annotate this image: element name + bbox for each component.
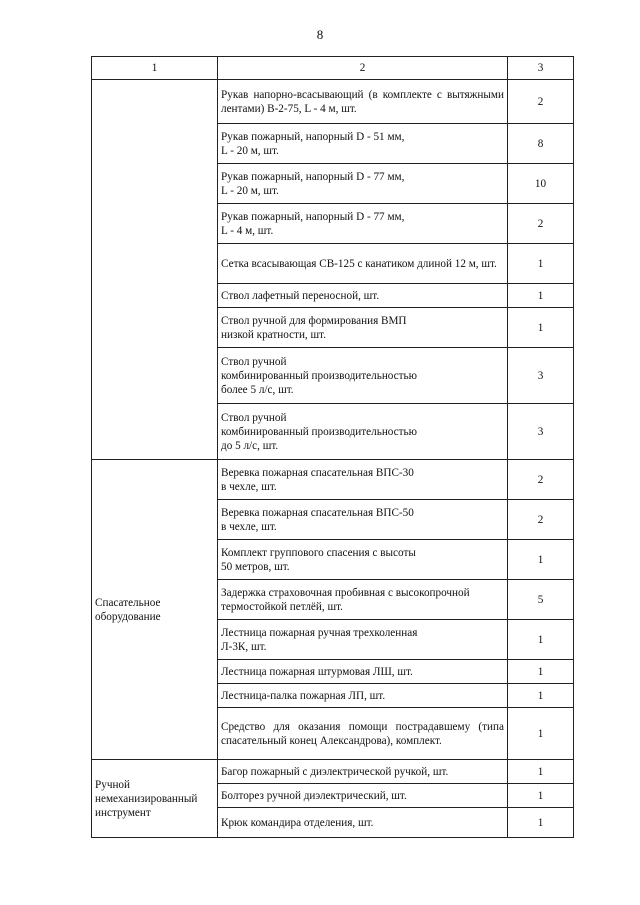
- item-cell: [218, 244, 508, 284]
- item-cell: [218, 348, 508, 404]
- item-text: Сетка всасывающая СВ-125 с канатиком длиной 12 м, шт.: [221, 257, 497, 270]
- header-row: [92, 57, 574, 80]
- category-cell: [92, 80, 218, 460]
- category-cell: Спасательное оборудование: [92, 460, 218, 760]
- qty-cell: 1: [508, 684, 574, 708]
- table-row: [92, 80, 574, 124]
- category-cell: Ручной немеханизированный инструмент: [92, 760, 218, 838]
- qty-cell: 2: [508, 204, 574, 244]
- qty-cell: 1: [508, 540, 574, 580]
- qty-cell: 1: [508, 244, 574, 284]
- item-text: Багор пожарный с диэлектрической ручкой, шт.: [221, 765, 449, 778]
- qty-cell: 5: [508, 580, 574, 620]
- item-cell: [218, 460, 508, 500]
- item-cell: [218, 204, 508, 244]
- qty-cell: 1: [508, 620, 574, 660]
- qty-cell: 1: [508, 308, 574, 348]
- qty-cell: 1: [508, 784, 574, 808]
- item-text: Ствол ручной комбинированный производительностью до 5 л/с, шт.: [221, 411, 417, 452]
- item-cell: [218, 760, 508, 784]
- qty-cell: 3: [508, 404, 574, 460]
- item-text: Лестница пожарная ручная трехколенная Л-3К, шт.: [221, 626, 418, 653]
- item-text: Рукав пожарный, напорный D - 77 мм, L - 20 м, шт.: [221, 170, 405, 197]
- item-cell: [218, 808, 508, 838]
- item-text: Ствол ручной для формирования ВМП низкой кратности, шт.: [221, 314, 407, 341]
- item-text: Задержка страховочная пробивная с высокопрочной термостойкой петлёй, шт.: [221, 586, 470, 613]
- item-text: Лестница-палка пожарная ЛП, шт.: [221, 689, 386, 702]
- qty-cell: 10: [508, 164, 574, 204]
- equipment-table: [91, 56, 574, 838]
- item-cell: [218, 308, 508, 348]
- qty-cell: 1: [508, 760, 574, 784]
- qty-cell: 3: [508, 348, 574, 404]
- qty-cell: 8: [508, 124, 574, 164]
- page-number: 8: [316, 27, 324, 42]
- qty-cell: 1: [508, 284, 574, 308]
- item-cell: [218, 784, 508, 808]
- header-cell-1: 1: [92, 57, 218, 80]
- item-text: Рукав напорно-всасывающий (в комплекте с вытяжными лентами) В-2-75, L - 4 м, шт.: [221, 88, 504, 115]
- item-cell: [218, 500, 508, 540]
- item-cell: [218, 708, 508, 760]
- table-row: [92, 460, 574, 500]
- table-row: [92, 760, 574, 784]
- item-cell: [218, 660, 508, 684]
- qty-cell: 1: [508, 660, 574, 684]
- qty-cell: 2: [508, 500, 574, 540]
- header-cell-3: 3: [508, 57, 574, 80]
- item-text: Лестница пожарная штурмовая ЛШ, шт.: [221, 665, 413, 678]
- item-text: Болторез ручной диэлектрический, шт.: [221, 789, 407, 802]
- item-text: Средство для оказания помощи пострадавшему (типа спасательный конец Александрова), комплект.: [221, 720, 504, 747]
- header-cell-2: 2: [218, 57, 508, 80]
- item-text: Ствол ручной комбинированный производительностью более 5 л/с, шт.: [221, 355, 417, 396]
- qty-cell: 2: [508, 460, 574, 500]
- item-cell: [218, 620, 508, 660]
- item-cell: [218, 540, 508, 580]
- item-cell: [218, 684, 508, 708]
- item-text: Ствол лафетный переносной, шт.: [221, 289, 380, 302]
- item-cell: [218, 124, 508, 164]
- item-text: Рукав пожарный, напорный D - 77 мм, L - 4 м, шт.: [221, 210, 405, 237]
- item-cell: [218, 80, 508, 124]
- item-text: Веревка пожарная спасательная ВПС-30 в чехле, шт.: [221, 466, 414, 493]
- qty-cell: 1: [508, 808, 574, 838]
- item-cell: [218, 284, 508, 308]
- qty-cell: 1: [508, 708, 574, 760]
- qty-cell: 2: [508, 80, 574, 124]
- item-text: Веревка пожарная спасательная ВПС-50 в чехле, шт.: [221, 506, 414, 533]
- item-text: Крюк командира отделения, шт.: [221, 816, 374, 829]
- item-cell: [218, 580, 508, 620]
- item-text: Рукав пожарный, напорный D - 51 мм, L - 20 м, шт.: [221, 130, 405, 157]
- item-cell: [218, 404, 508, 460]
- item-cell: [218, 164, 508, 204]
- item-text: Комплект группового спасения с высоты 50 метров, шт.: [221, 546, 416, 573]
